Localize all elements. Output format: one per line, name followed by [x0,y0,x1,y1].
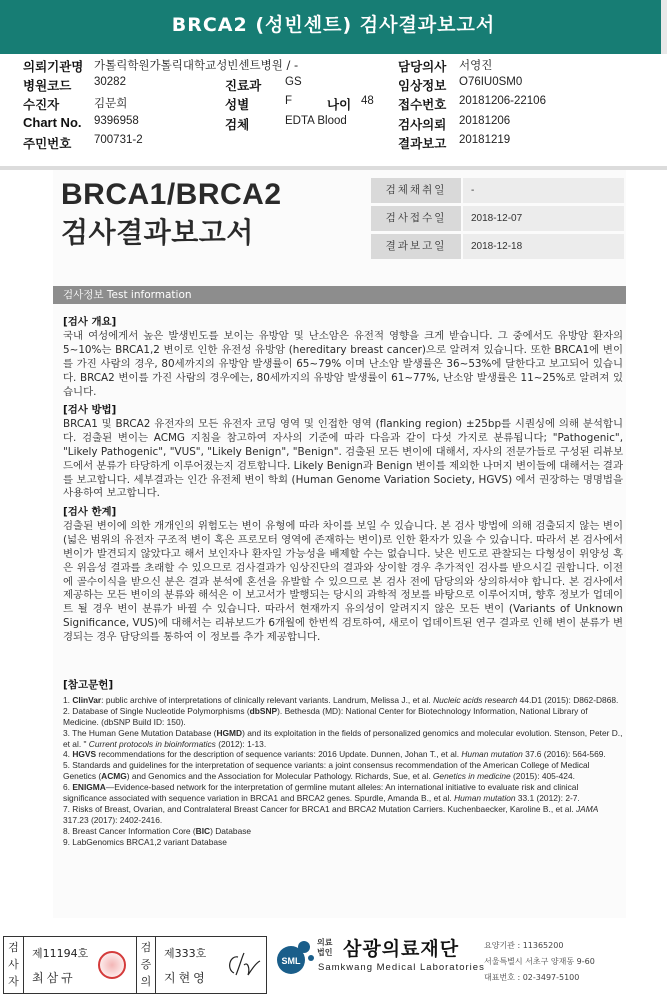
scan-title-line1: BRCA1/BRCA2 [61,178,282,211]
header-edge [661,0,667,54]
scan-title-line2: 검사결과보고서 [61,216,254,249]
report-header [0,0,667,54]
clinical-no-label: 임상정보 [398,78,447,93]
chart-value: 9396958 [94,115,139,127]
org-info [484,938,595,986]
date-label: 검사접수일 [371,206,461,231]
reviewer-label: 검증의 [136,937,156,993]
date-value: 2018-12-07 [463,206,624,231]
overview-heading: [검사 개요] [63,316,117,328]
limit-heading: [검사 한계] [63,506,117,518]
receipt-no-value: 20181206-22106 [459,95,546,107]
date-row [371,234,624,260]
overview-section [63,316,623,399]
reviewer-name: 지현영 [164,971,208,985]
org-phone: 대표번호 : 02-3497-5100 [484,973,580,982]
limit-section [63,506,623,645]
rrn-label: 주민번호 [23,136,72,151]
patient-label: 수진자 [23,97,60,112]
reference-item: 1. ClinVar: public archive of interpretations of clinically relevant variants. Landrum, Melissa J., et al. Nucleic acids research 44.D1 (2015): D862-D868. [63,694,619,705]
overview-text: 국내 여성에게서 높은 발생빈도를 보이는 유방암 및 난소암은 유전적 영향을 크게 받습니다. 그 중에서도 유방암 환자의 5~10%는 BRCA1,2 변이로 인한 유전성 유방암 (hereditary breast cancer)으로 알려져 있습니다. 또한 BRCA1에 변이를 가진 사람의 경우, 80세까지의 유방암 발생률이 65~79% 이며 난소암 발생률은 36~53%에 달한다고 보고되어 있습니다. BRCA2 변이를 가진 사람의 경우에는, 80세까지의 유방암 발생률이 61~77%, 난소암 발생률은 11~25%로 알려져 있습니다. [63,329,623,398]
org-address: 서울특별시 서초구 양재동 9-60 [484,957,595,966]
institution-value: 가톨릭학원가톨릭대학교성빈센트병원 / - [94,58,299,72]
sex-label: 성별 [225,97,250,112]
method-text: BRCA1 및 BRCA2 유전자의 모든 유전자 코딩 영역 및 인접한 영역 (flanking region) ±25bp를 시퀀싱에 의해 분석합니다. 검출된 변이는 ACMG 지침을 참고하여 자사의 기준에 따라 다음과 같이 다섯 가지로 분류됩니다; "Pathogenic", "Likely Pathogenic", "VUS", "Likely Benign", "Benign". 검출된 모든 변이에 대해서, 자사의 전문가들로 구성된 리뷰보드에서 분류가 타당하게 이루어졌는지 검토합니다. Likely Benign과 Benign 변이를 제외한 나머지 변이들에 대해서는 결과를 보고합니다. 세부결과는 인간 유전체 변이 학회 (Human Genome Variation Society, HGVS) 에서 권장하는 명명법을 사용하여 보고합니다. [63,417,623,500]
clinical-no-value: O76IU0SM0 [459,76,523,88]
seal-stamp-icon [98,951,126,979]
sex-value: F [285,95,293,107]
info-row-2 [0,76,667,94]
report-label: 결과보고 [398,136,447,151]
scan-title [61,176,282,252]
report-footer [0,930,667,1000]
chart-label: Chart No. [23,115,82,130]
reference-item: 5. Standards and guidelines for the interpretation of sequence variants: a joint consensus recommendation of the American College of Medical Genetics (ACMG) and Genomics and the Association for Molecular Pathology. Richards, Sue, et al. Genetics in medicine (2015): 405-424. [63,760,590,782]
doctor-label: 담당의사 [398,59,447,74]
reference-item: 3. The Human Gene Mutation Database (HGMD) and its exploitation in the fields of personalized genomics and molecular evolution. Stenson, Peter D., et al. " Current protocols in bioinformatics (2012): 1-13. [63,727,623,749]
info-row-1 [0,57,667,75]
hospital-code-value: 30282 [94,76,126,88]
org-code: 요양기관 : 11365200 [484,941,564,950]
request-label: 검사의뢰 [398,117,447,132]
specimen-label: 검체 [225,117,250,132]
department-value: GS [285,76,302,88]
info-row-3 [0,95,667,113]
report-title: BRCA2 (성빈센트) 검사결과보고서 [171,14,496,36]
reference-item: 6. ENIGMA—Evidence-based network for the interpretation of germline mutant alleles: An international initiative to evaluate risk and clinical significance associated with sequence variation in BRCA1 and BRCA2 genes. Spurdle, Amanda B., et al. Human mutation 33.1 (2012): 2-7. [63,782,580,804]
signature-icon [222,947,266,983]
request-value: 20181206 [459,115,511,127]
tester-license: 제11194호 [32,947,89,960]
references-heading: [참고문헌] [63,679,114,691]
specimen-value: EDTA Blood [285,115,347,127]
date-row [371,206,624,232]
method-section [63,404,623,501]
doctor-value: 서영진 [459,58,493,72]
reference-item: 9. LabGenomics BRCA1,2 variant Database [63,836,227,847]
patient-info [0,54,667,166]
age-value: 48 [361,95,374,107]
date-value: 2018-12-18 [463,234,624,259]
date-value: - [463,178,624,203]
reference-item: 4. HGVS recommendations for the description of sequence variants: 2016 Update. Dunnen, Johan T., et al. Human mutation 37.6 (2016): 564-569. [63,749,606,760]
references-section [63,680,623,848]
date-row [371,178,624,204]
date-table [371,178,624,260]
info-row-4 [0,115,667,133]
reference-item: 8. Breast Cancer Information Core (BIC) Database [63,825,252,836]
reference-item: 7. Risks of Breast, Ovarian, and Contralateral Breast Cancer for BRCA1 and BRCA2 Mutation Carriers. Kuchenbaecker, Karoline B., et al. JAMA 317.23 (2017): 2402-2416. [63,803,599,825]
tester-name: 최삼규 [32,971,76,985]
svg-text:SML: SML [281,956,301,966]
method-heading: [검사 방법] [63,404,117,416]
signature-box [3,936,267,994]
test-info-bar: 검사정보 Test information [53,286,626,304]
rrn-value: 700731-2 [94,134,143,146]
department-label: 진료과 [225,78,262,93]
limit-text: 검출된 변이에 의한 개개인의 위험도는 변이 유형에 따라 차이를 보일 수 있습니다. 본 검사 방법에 의해 검출되지 않는 변이 (넓은 범위의 유전자 구조적 변이 혹은 프로모터 영역에 존재하는 변이)로 인한 환자가 있을 수 있습니다. 따라서 본 검사에서 변이가 발견되지 않았다고 해서 보인자나 환자일 가능성을 배제할 수는 없습니다. 낮은 빈도로 관찰되는 다형성이 위양성 혹은 위음성 결과를 초래할 수 있으므로 검사결과가 임상진단의 결과와 상이할 경우 추가적인 검사를 받으시길 권합니다. 이전에 골수이식을 받으신 분은 결과 분석에 혼선을 유발할 수 있으므로 본 검사 전에 담당의와 상의하셔야 합니다. 본 검사에서 제공하는 모든 변이의 분류와 해석은 이 보고서가 발행되는 당시의 과학적 정보를 바탕으로 이루어지며, 향후 정보가 업데이트 될 경우 변이 분류가 바뀔 수 있습니다. 따라서 현재까지 유의성이 알려지지 않은 모든 변이 (Variants of Unknown Significance, VUS)에 대해서는 리뷰보드가 6개월에 한번씩 검토하여, 새로이 업데이트된 연구 결과로 인해 변이 분류가 변경되는 경우 담당의를 통하여 이 정보를 추가 제공합니다. [63,519,623,644]
scanned-report [53,170,626,918]
org-english-name: Samkwang Medical Laboratories [318,962,485,973]
org-prefix: 의료법인 [317,938,333,957]
lab-logo-icon [273,936,315,976]
date-label: 결과보고일 [371,234,461,259]
age-label: 나이 [327,97,352,112]
date-label: 검체채취일 [371,178,461,203]
info-row-5 [0,134,667,152]
reference-item: 2. Database of Single Nucleotide Polymorphisms (dbSNP). Bethesda (MD): National Center for Biotechnology Information, National Library of Medicine. (dbSNP Build ID: 150). [63,705,588,727]
org-name: 삼광의료재단 [343,938,460,960]
hospital-code-label: 병원코드 [23,78,72,93]
report-value: 20181219 [459,134,511,146]
patient-value: 김문희 [94,96,128,110]
receipt-no-label: 접수번호 [398,97,447,112]
tester-label: 검사자 [4,937,24,993]
institution-label: 의뢰기관명 [23,59,84,74]
reviewer-license: 제333호 [164,947,207,960]
